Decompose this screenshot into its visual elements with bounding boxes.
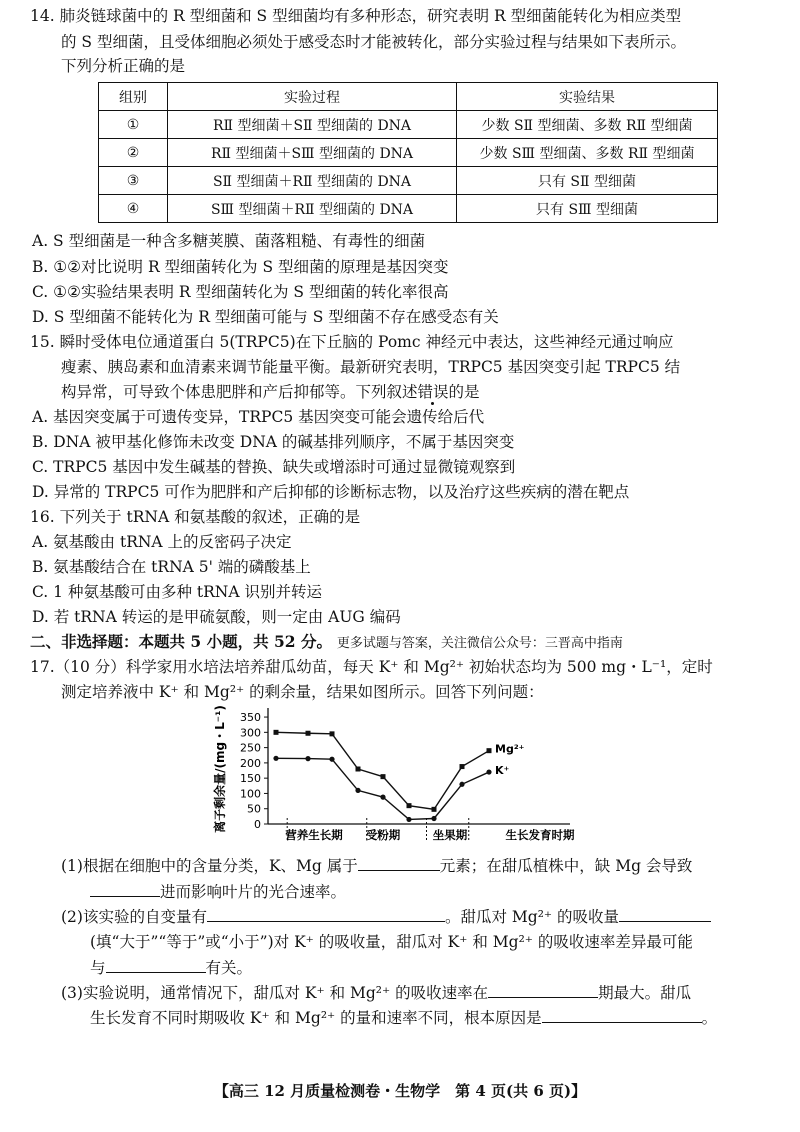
section2-heading	[30, 629, 772, 657]
q14-stem-line1: 14. 肺炎链球菌中的 R 型细菌和 S 型细菌均有多种形态，研究表明 R 型细菌能转化为相应类型	[30, 7, 682, 25]
y-tick-label: 0	[254, 818, 261, 831]
q14-stem-line2: 的 S 型细菌，且受体细胞必须处于感受态时才能被转化，部分实验过程与结果如下表所示。	[61, 33, 686, 51]
q16-option-c: C. 1 种氨基酸可由多种 tRNA 识别并转运	[32, 583, 322, 601]
stage-label: 受粉期	[365, 828, 401, 842]
data-point-mg	[487, 748, 492, 753]
q15-emphasis-wrong: 错误	[417, 383, 449, 401]
data-point-mg	[407, 803, 412, 808]
table-cell: ①	[99, 111, 168, 139]
q17-sub3-text-d: 。	[701, 1009, 718, 1027]
q14-option-d: D. S 型细菌不能转化为 R 型细菌可能与 S 型细菌不存在感受态有关	[32, 308, 499, 326]
table-header-row	[99, 83, 718, 111]
q17-sub2-line3	[90, 955, 772, 981]
data-point-mg	[330, 731, 335, 736]
y-tick-label: 150	[240, 772, 261, 786]
y-tick-label: 350	[240, 711, 261, 725]
q16-option-a: A. 氨基酸由 tRNA 上的反密码子决定	[32, 533, 292, 551]
table-cell: 只有 SⅢ 型细菌	[457, 195, 718, 223]
table-header: 组别	[99, 83, 168, 111]
table-header: 实验过程	[168, 83, 457, 111]
q15-stem-line3	[61, 379, 772, 405]
data-point-k	[355, 788, 360, 793]
table-cell: ②	[99, 139, 168, 167]
page-footer: 【高三 12 月质量检测卷・生物学 第 4 页(共 6 页)】	[213, 1082, 587, 1100]
q15-stem-line1: 15. 瞬时受体电位通道蛋白 5(TRPC5)在下丘脑的 Pomc 神经元中表达，这些神经元通过响应	[30, 333, 674, 351]
q17-sub3-text-b: 期最大。甜瓜	[598, 984, 692, 1002]
table-row	[99, 195, 718, 223]
table-cell: RⅡ 型细菌＋SⅡ 型细菌的 DNA	[168, 111, 457, 139]
data-point-k	[431, 816, 436, 821]
q17-stem-line2: 测定培养液中 K⁺ 和 Mg²⁺ 的剩余量，结果如图所示。回答下列问题：	[61, 683, 544, 701]
stage-label: 营养生长期	[285, 828, 343, 842]
data-point-k	[329, 757, 334, 762]
series-label-mg: Mg²⁺	[495, 742, 525, 756]
q16-option-b: B. 氨基酸结合在 tRNA 5' 端的磷酸基上	[32, 558, 311, 576]
answer-blank[interactable]	[207, 905, 445, 922]
q17-sub2-text-d: 与	[90, 959, 106, 977]
q16-option-d: D. 若 tRNA 转运的是甲硫氨酸，则一定由 AUG 编码	[32, 608, 401, 626]
q14-table	[98, 82, 718, 223]
table-cell: SⅢ 型细菌＋RⅡ 型细菌的 DNA	[168, 195, 457, 223]
table-row	[99, 111, 718, 139]
table-cell: SⅡ 型细菌＋RⅡ 型细菌的 DNA	[168, 167, 457, 195]
q15-stem-post: 的是	[448, 383, 480, 401]
q17-sub3-text-c: 生长发育不同时期吸收 K⁺ 和 Mg²⁺ 的量和速率不同，根本原因是	[90, 1009, 542, 1027]
answer-blank[interactable]	[90, 880, 160, 897]
q17-sub2-line2: (填“大于”“等于”或“小于”)对 K⁺ 的吸收量，甜瓜对 K⁺ 和 Mg²⁺ 的吸收速率差异最可能	[90, 933, 693, 951]
data-point-k	[406, 817, 411, 822]
q17-sub2-text-a: (2)该实验的自变量有	[61, 908, 207, 926]
data-point-k	[305, 756, 310, 761]
q17-sub1-line2	[90, 879, 772, 905]
data-point-k	[380, 795, 385, 800]
answer-blank[interactable]	[488, 981, 598, 998]
q17-stem-line1: 17.（10 分）科学家用水培法培养甜瓜幼苗，每天 K⁺ 和 Mg²⁺ 初始状态均为 500 mg・L⁻¹，定时	[30, 658, 713, 676]
data-point-k	[459, 782, 464, 787]
y-tick-label: 250	[240, 741, 261, 755]
data-point-mg	[432, 807, 437, 812]
table-cell: RⅡ 型细菌＋SⅢ 型细菌的 DNA	[168, 139, 457, 167]
q17-sub1-text-c: 进而影响叶片的光合速率。	[160, 883, 347, 901]
data-point-mg	[356, 767, 361, 772]
q15-option-b: B. DNA 被甲基化修饰未改变 DNA 的碱基排列顺序，不属于基因突变	[32, 433, 515, 451]
y-tick-label: 200	[240, 756, 261, 770]
q16-stem: 16. 下列关于 tRNA 和氨基酸的叙述，正确的是	[30, 508, 361, 526]
table-cell: ④	[99, 195, 168, 223]
q15-option-a: A. 基因突变属于可遗传变异，TRPC5 基因突变可能会遗传给后代	[32, 408, 485, 426]
series-line-k	[276, 758, 489, 819]
table-cell: ③	[99, 167, 168, 195]
q17-sub3-line2	[90, 1005, 772, 1031]
table-row	[99, 167, 718, 195]
data-point-k	[273, 756, 278, 761]
series-label-k: K⁺	[495, 764, 510, 778]
q15-option-d: D. 异常的 TRPC5 可作为肥胖和产后抑郁的诊断标志物，以及治疗这些疾病的潜在靶点	[32, 483, 630, 501]
data-point-k	[486, 769, 491, 774]
table-header: 实验结果	[457, 83, 718, 111]
answer-blank[interactable]	[358, 854, 440, 871]
q17-sub1-text-a: (1)根据在细胞中的含量分类，K、Mg 属于	[61, 857, 358, 875]
stage-label: 坐果期	[432, 828, 468, 842]
y-tick-label: 100	[240, 787, 261, 801]
q17-sub2-line1	[61, 904, 772, 930]
ion-chart	[210, 702, 610, 852]
q15-option-c: C. TRPC5 基因中发生碱基的替换、缺失或增添时可通过显微镜观察到	[32, 458, 516, 476]
answer-blank[interactable]	[106, 956, 206, 973]
data-point-mg	[306, 731, 311, 736]
table-row	[99, 139, 718, 167]
q17-sub2-text-b: 。甜瓜对 Mg²⁺ 的吸收量	[444, 908, 620, 926]
q17-sub3-text-a: (3)实验说明，通常情况下，甜瓜对 K⁺ 和 Mg²⁺ 的吸收速率在	[61, 984, 489, 1002]
answer-blank[interactable]	[619, 905, 711, 922]
q17-sub2-text-e: 有关。	[205, 959, 253, 977]
answer-blank[interactable]	[542, 1006, 702, 1023]
q14-option-b: B. ①②对比说明 R 型细菌转化为 S 型细菌的原理是基因突变	[32, 258, 449, 276]
stage-label: 生长发育时期	[505, 828, 575, 842]
table-cell: 少数 SⅢ 型细菌、多数 RⅡ 型细菌	[457, 139, 718, 167]
section2-title: 二、非选择题：本题共 5 小题，共 52 分。	[30, 632, 332, 651]
data-point-mg	[460, 764, 465, 769]
y-tick-label: 300	[240, 726, 261, 740]
q14-option-a: A. S 型细菌是一种含多糖荚膜、菌落粗糙、有毒性的细菌	[32, 232, 426, 250]
data-point-mg	[381, 774, 386, 779]
table-cell: 少数 SⅡ 型细菌、多数 RⅡ 型细菌	[457, 111, 718, 139]
q15-stem-line2: 瘦素、胰岛素和血清素来调节能量平衡。最新研究表明，TRPC5 基因突变引起 TRPC5 结	[61, 358, 681, 376]
y-tick-label: 50	[247, 802, 261, 816]
data-point-mg	[274, 730, 279, 735]
q17-sub1-line1	[61, 853, 772, 879]
y-axis-label: 离子剩余量/(mg・L⁻¹)	[213, 705, 227, 833]
table-cell: 只有 SⅡ 型细菌	[457, 167, 718, 195]
q14-option-c: C. ①②实验结果表明 R 型细菌转化为 S 型细菌的转化率很高	[32, 283, 449, 301]
q15-stem-pre: 构异常，可导致个体患肥胖和产后抑郁等。下列叙述	[61, 383, 418, 401]
section2-note: 更多试题与答案，关注微信公众号：三晋高中指南	[336, 636, 623, 651]
q17-sub3-line1	[61, 980, 772, 1006]
q17-sub1-text-b: 元素；在甜瓜植株中，缺 Mg 会导致	[439, 857, 693, 875]
q14-stem-line3: 下列分析正确的是	[61, 57, 186, 75]
